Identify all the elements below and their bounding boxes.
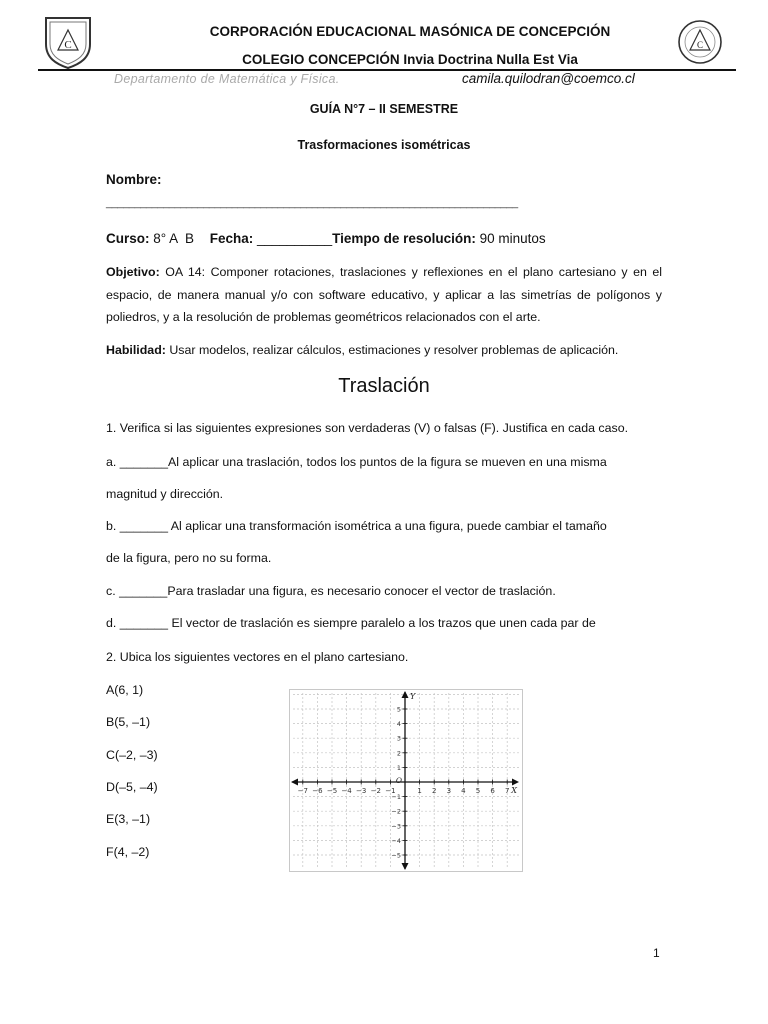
- q1-item-c-line1: c. _______Para trasladar una figura, es necesario conocer el vector de traslación.: [106, 584, 556, 598]
- cartesian-plane[interactable]: [289, 689, 523, 872]
- school-motto: Invia Doctrina Nulla Est Via: [403, 52, 578, 67]
- x-tick-label: 6: [490, 787, 495, 795]
- guide-title: GUÍA N°7 – II SEMESTRE: [309, 102, 459, 116]
- time-label: Tiempo de resolución:: [332, 231, 476, 246]
- x-axis-arrow-left-icon: [291, 779, 298, 786]
- objective-label: Objetivo:: [106, 265, 160, 279]
- y-tick-label: 5: [396, 705, 401, 714]
- x-tick-label: −2: [370, 787, 381, 795]
- q1-item-b-line2: de la figura, pero no su forma.: [106, 551, 272, 565]
- course-row: [106, 231, 546, 246]
- y-tick-label: −5: [391, 851, 401, 860]
- vector-e: E(3, –1): [106, 812, 151, 826]
- page-number: 1: [653, 946, 660, 960]
- school-line: [0, 52, 768, 67]
- objective-text: OA 14: Componer rotaciones, traslaciones y reflexiones en el plano cartesiano y en el espacio, de manera manual y/o con software educativo, y aplicar a las simetrías de polígonos y poliedros, y a la resolución de problemas geométricos relacionados con el arte.: [106, 265, 662, 324]
- section-title: Traslación: [338, 375, 430, 397]
- y-tick-label: −4: [391, 836, 401, 845]
- q1-item-a-line2: magnitud y dirección.: [106, 487, 224, 501]
- x-tick-label: −3: [356, 787, 367, 795]
- skill-label: Habilidad:: [106, 343, 166, 357]
- skill-paragraph: [106, 344, 618, 356]
- name-line: ________________________________________________________________________: [106, 197, 518, 209]
- y-axis-label: Y: [410, 692, 416, 701]
- y-axis-arrow-down-icon: [402, 863, 409, 870]
- x-tick-label: −5: [326, 787, 338, 795]
- x-tick-label: −4: [341, 787, 352, 795]
- x-tick-label: 4: [461, 787, 466, 795]
- x-axis-label: X: [511, 786, 517, 795]
- school-seal-logo: [672, 18, 728, 66]
- origin-label: O: [395, 776, 402, 785]
- time-value: 90 minutos: [479, 231, 546, 246]
- q1-item-b-line1: b. _______ Al aplicar una transformación isométrica a una figura, puede cambiar el tamaño: [106, 519, 607, 533]
- y-tick-label: 3: [396, 734, 401, 743]
- question1-prompt: 1. Verifica si las siguientes expresiones son verdaderas (V) o falsas (F). Justifica en cada caso.: [106, 421, 629, 435]
- svg-text:C: C: [64, 39, 72, 51]
- objective-paragraph: [106, 261, 662, 329]
- guide-subtitle: Trasformaciones isométricas: [297, 138, 471, 152]
- x-tick-label: 7: [504, 787, 510, 795]
- department-name: Departamento de Matemática y Física.: [114, 72, 340, 86]
- institution-name: CORPORACIÓN EDUCACIONAL MASÓNICA DE CONCEPCIÓN: [209, 24, 611, 39]
- q1-item-d-line1: d. _______ El vector de traslación es siempre paralelo a los trazos que unen cada par de: [106, 616, 596, 630]
- vector-f: F(4, –2): [106, 845, 150, 859]
- q1-item-a-line1: a. _______Al aplicar una traslación, todos los puntos de la figura se mueven en una misma: [106, 455, 607, 469]
- vector-b: B(5, –1): [106, 715, 151, 729]
- x-tick-label: −1: [385, 787, 396, 795]
- x-tick-label: 5: [475, 787, 481, 795]
- date-label: Fecha:: [209, 231, 254, 246]
- y-tick-label: −1: [391, 793, 401, 802]
- course-value: 8° A B: [153, 231, 194, 246]
- y-tick-label: 2: [396, 749, 401, 758]
- x-tick-label: 3: [446, 787, 452, 795]
- x-axis-arrow-right-icon: [512, 779, 519, 786]
- y-tick-label: −2: [391, 807, 401, 816]
- skill-text: Usar modelos, realizar cálculos, estimaciones y resolver problemas de aplicación.: [169, 343, 619, 357]
- vector-a: A(6, 1): [106, 683, 144, 697]
- svg-text:C: C: [696, 40, 704, 50]
- y-tick-label: −3: [391, 822, 401, 831]
- x-tick-label: −6: [312, 787, 323, 795]
- x-tick-label: 1: [417, 787, 422, 795]
- vector-d: D(–5, –4): [106, 780, 158, 794]
- x-tick-label: −7: [297, 787, 308, 795]
- course-label: Curso:: [106, 231, 150, 246]
- date-blank: __________: [257, 231, 333, 246]
- name-label: Nombre:: [106, 172, 162, 187]
- cartesian-plane-svg: [290, 690, 522, 871]
- school-name: COLEGIO CONCEPCIÓN: [242, 52, 400, 67]
- x-tick-label: 2: [431, 787, 437, 795]
- contact-email: camila.quilodran@coemco.cl: [462, 71, 635, 86]
- y-tick-label: 1: [396, 763, 401, 772]
- y-tick-label: 4: [396, 720, 401, 729]
- question2-prompt: 2. Ubica los siguientes vectores en el plano cartesiano.: [106, 650, 409, 664]
- vector-c: C(–2, –3): [106, 748, 158, 762]
